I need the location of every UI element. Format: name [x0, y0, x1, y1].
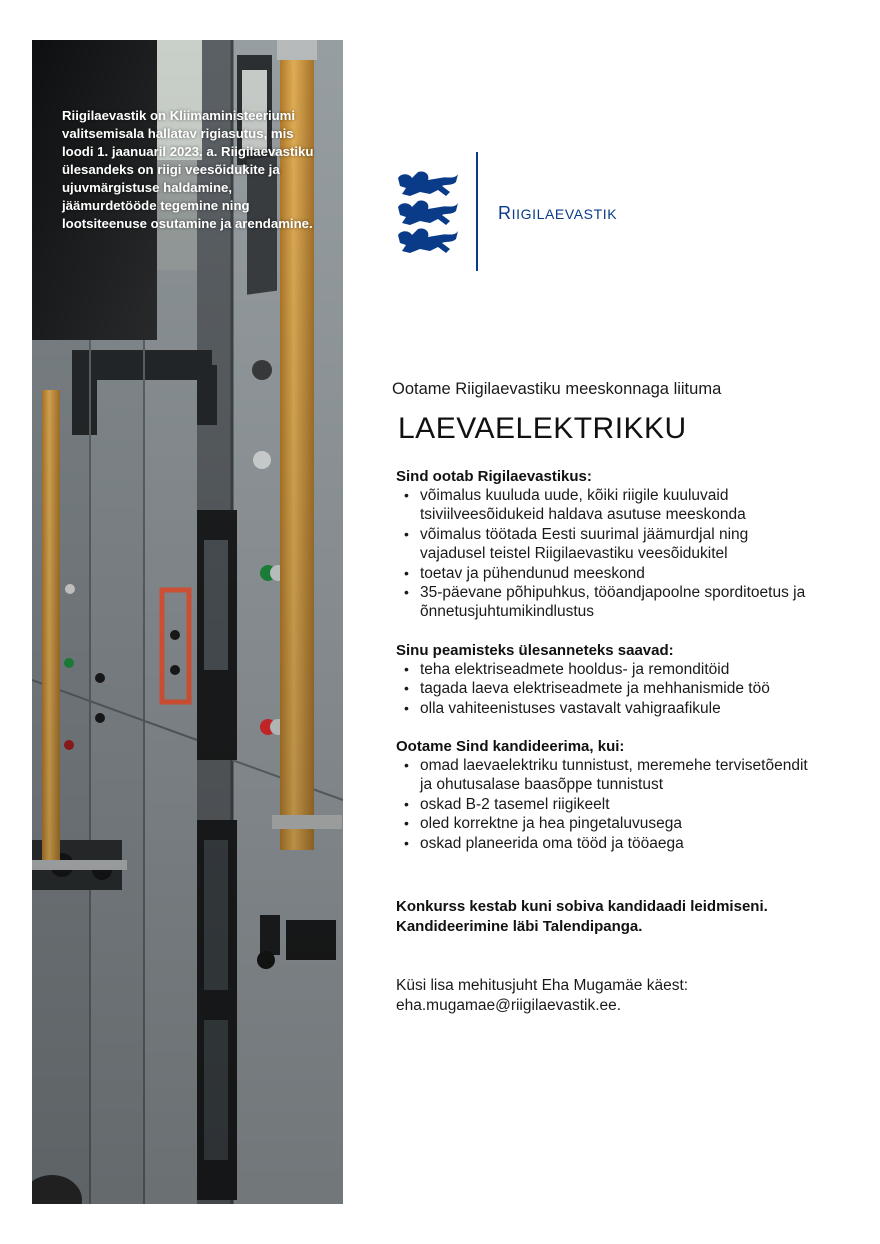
section-heading: Ootame Sind kandideerima, kui:	[396, 738, 625, 756]
section-offer	[392, 467, 812, 622]
brand-rest: IIGILAEVASTIK	[511, 206, 618, 222]
job-title: LAEVAELEKTRIKKU	[398, 412, 687, 445]
closing-text: Konkurss kestab kuni sobiva kandidaadi leidmiseni. Kandideerimine läbi Talendipanga.	[396, 898, 768, 935]
riigilaevastik-logo	[396, 150, 656, 274]
brand-name	[498, 203, 617, 224]
lead-text: Ootame Riigilaevastiku meeskonnaga liituma	[392, 380, 722, 398]
list-item: • teha elektriseadmete hooldus- ja remonditöid	[420, 660, 812, 679]
lion-bottom	[398, 228, 458, 253]
list-item: • olla vahiteenistuses vastavalt vahigraafikule	[420, 699, 812, 718]
section-tasks	[392, 641, 812, 718]
list-item: • võimalus kuuluda uude, kõiki riigile kuuluvaid tsiviilveesõidukeid haldava asutuse meeskonda	[420, 486, 812, 525]
list-item: • tagada laeva elektriseadmete ja mehhanismide töö	[420, 679, 812, 698]
section-requirements	[392, 737, 812, 853]
section-heading: Sinu peamisteks ülesanneteks saavad:	[396, 641, 674, 659]
list-item: • toetav ja pühendunud meeskond	[420, 564, 812, 583]
intro-text: Riigilaevastik on Kliimaministeeriumi valitsemisala hallatav rigiasutus, mis loodi 1. jaanuaril 2023. a. Riigilaevastiku ülesandeks on riigi veesõidukite ja ujuvmärgistuse haldamine, jäämurdetööde tegemine ning lootsiteenuse osutamine ja arendamine.	[62, 108, 314, 231]
list-item: • oled korrektne ja hea pingetaluvusega	[420, 814, 812, 833]
section-heading: Sind ootab Rigilaevastikus:	[396, 468, 592, 485]
requirements-list	[392, 756, 812, 853]
logo-divider	[476, 152, 478, 271]
list-item: • võimalus töötada Eesti suurimal jäämurdjal ning vajadusel teistel Riigilaevastiku veesõidukitel	[420, 525, 812, 564]
switchboard-photo	[32, 40, 343, 1204]
list-item: • omad laevaelektriku tunnistust, meremehe tervisetõendit ja ohutusalase baasõppe tunnistust	[420, 756, 812, 795]
contact-email-link[interactable]: eha.mugamae@riigilaevastik.ee.	[396, 996, 622, 1014]
list-item: • oskad planeerida oma tööd ja tööaega	[420, 834, 812, 853]
lion-top	[398, 171, 458, 196]
contact-text: Küsi lisa mehitusjuht Eha Mugamäe käest:	[396, 977, 689, 995]
job-ad-content	[392, 378, 812, 1015]
contact-info	[396, 976, 812, 1015]
lion-middle	[398, 200, 458, 225]
offer-list	[392, 486, 812, 622]
tasks-list	[392, 660, 812, 718]
list-item: • 35-päevane põhipuhkus, tööandjapoolne sporditoetus ja õnnetusjuhtumikindlustus	[420, 583, 812, 622]
brand-initial: R	[498, 203, 512, 223]
three-lions-coat-of-arms-icon	[396, 170, 460, 254]
list-item: • oskad B-2 tasemel riigikeelt	[420, 795, 812, 814]
